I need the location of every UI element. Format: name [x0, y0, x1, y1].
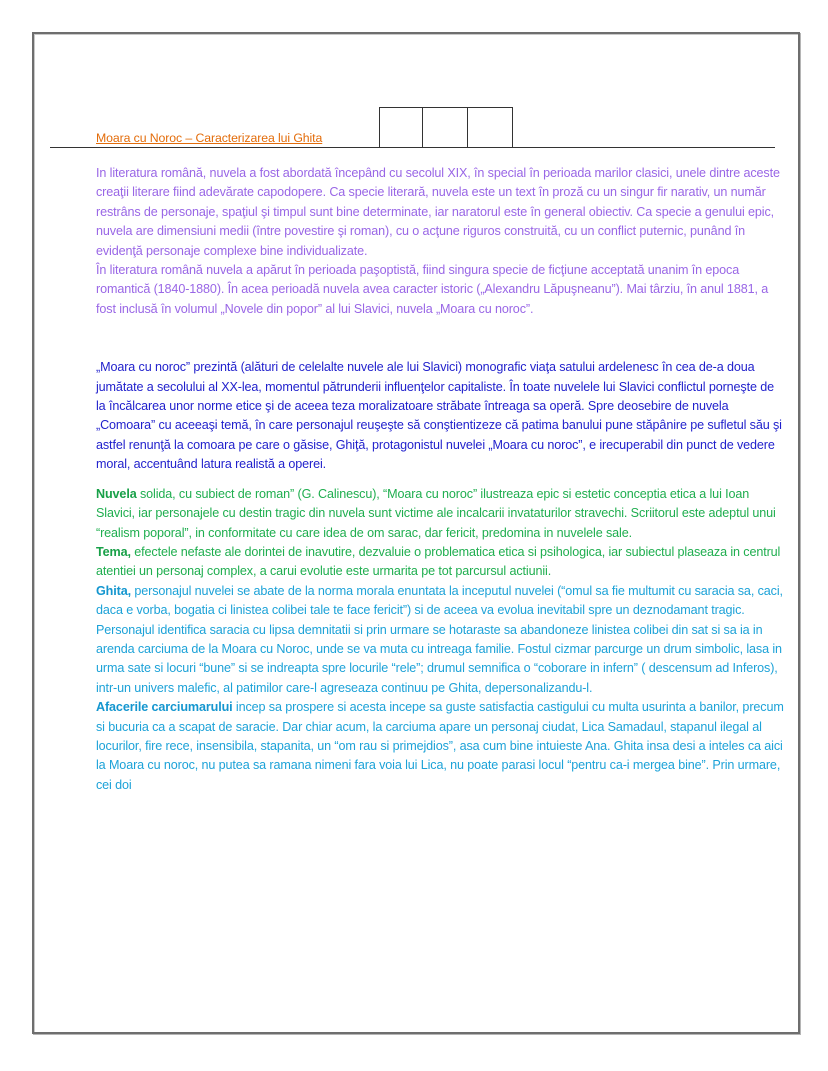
tema-text: efectele nefaste ale dorintei de inavutire, dezvaluie o problematica etica si psihologica, iar subiectul plaseaza in centrul atentiei un personaj complex, a carui evolutie este urmarita pe tot parcursul actiunii. [96, 544, 781, 579]
afacerile-text: incep sa prospere si acesta incepe sa guste satisfactia castigului cu multa usurinta a banilor, precum si bucuria ca a scapat de saracie. Dar chiar acum, la carciuma apare un personaj ciudat, Lica Samadaul, stapanul ilegal al locurilor, fire rece, insensibila, stapanita, un “om rau si primejdios”, asa cum bine intuieste Ana. Ghita insa desi a inteles ca aici la Moara cu noroc, nu putea sa ramana nimeni fara voia lui Lica, nu poate parasi locul “pentru ca-i mergea bine”. Prin urmare, cei doi [96, 700, 784, 792]
tema-paragraph [96, 543, 786, 582]
context-paragraph: „Moara cu noroc” prezintă (alături de celelalte nuvele ale lui Slavici) monografic viaţa satului ardelenesc în cea de-a doua jumătate a secolului al XX-lea, momentul pătrunderii influenţelor capitaliste. În toate nuvelele lui Slavici conflictul porneşte de la încălcarea unor norme etice şi de aceea teza moralizatoare străbate întreaga sa operă. Spre deosebire de nuvela „Comoara” cu aceeaşi temă, în care personajul reuşeşte să conştientizeze că patima banului pune stăpânire pe sufletul său şi astfel renunţă la comoara pe care o găsise, Ghiţă, protagonistul nuvelei „Moara cu noroc”, e irecuperabil din punct de vedere moral, accentuând latura realistă a operei. [96, 360, 782, 472]
ghita-paragraph [96, 582, 786, 698]
ghita-lead: Ghita, [96, 583, 131, 598]
spacer [96, 475, 786, 485]
intro-paragraph-2: În literatura română nuvela a apărut în perioada paşoptistă, fiind singura specie de ficţiune acceptată unanim în epoca romantică (1840-1880). În acea perioadă nuvela avea caracter istoric („Alexandru Lăpuşneanu”). Mai târziu, în anul 1881, a fost inclusă în volumul „Novele din popor” al lui Slavici, nuvela „Moara cu noroc”. [96, 263, 769, 316]
afacerile-paragraph [96, 698, 786, 795]
document-title: Moara cu Noroc – Caracterizarea lui Ghita [96, 131, 323, 145]
header-rule [50, 147, 775, 148]
header-box [379, 107, 423, 147]
afacerile-lead: Afacerile carciumarului [96, 700, 233, 715]
tema-lead: Tema, [96, 544, 131, 559]
header-box [468, 107, 513, 147]
ghita-text: personajul nuvelei se abate de la norma morala enuntata la inceputul nuvelei (“omul sa fie multumit cu saracia sa, caci, daca e vorba, bogatia ci linistea colibei tale te face fericit”) si de aceea va evolua inevitabil spre un deznodamant tragic. Personajul identifica saracia cu lipsa demnitatii si prin urmare se hotaraste sa abandoneze linistea colibei din sat si sa ia in arenda carciuma de la Moara cu Noroc, unde se va muta cu intreaga familie. Fostul cizmar parcurge un drum simbolic, lasa in urma sate si locuri “bune” si se indreapta spre locurile “rele”; drumul semnifica o “coborare in infern” ( descensum ad Inferos), intr-un univers malefic, al patimilor care-l agreseaza continuu pe Ghita, depersonalizandu-l. [96, 583, 783, 695]
header-box [423, 107, 468, 147]
intro-paragraph-1: In literatura română, nuvela a fost abordată începând cu secolul XIX, în special în perioada marilor clasici, unele dintre aceste creaţii literare fiind adevărate capodopere. Ca specie literară, nuvela este un text în proză cu un singur fir narativ, un număr restrâns de personaje, spaţiul şi timpul sunt bine determinate, iar naratorul este în general obiectiv. Ca specie a genului epic, nuvela are dimensiuni medii (între povestire şi roman), cu o acţune riguros construită, cu un conflict puternic, punând în evidenţă personaje complexe bine individualizate. [96, 166, 780, 258]
document-body [96, 164, 786, 795]
nuvela-text: solida, cu subiect de roman” (G. Calinescu), “Moara cu noroc” ilustreaza epic si estetic conceptia etica a lui Ioan Slavici, iar personajele cu destin tragic din nuvela sunt victime ale incalcarii invataturilor stravechi. Scriitorul este adeptul unui “realism poporal”, in conformitate cu care idea de om sarac, dar fericit, predomina in nuvelele sale. [96, 486, 776, 540]
nuvela-paragraph [96, 485, 786, 543]
spacer [96, 319, 786, 358]
nuvela-lead: Nuvela [96, 486, 137, 501]
header-boxes [379, 107, 513, 147]
